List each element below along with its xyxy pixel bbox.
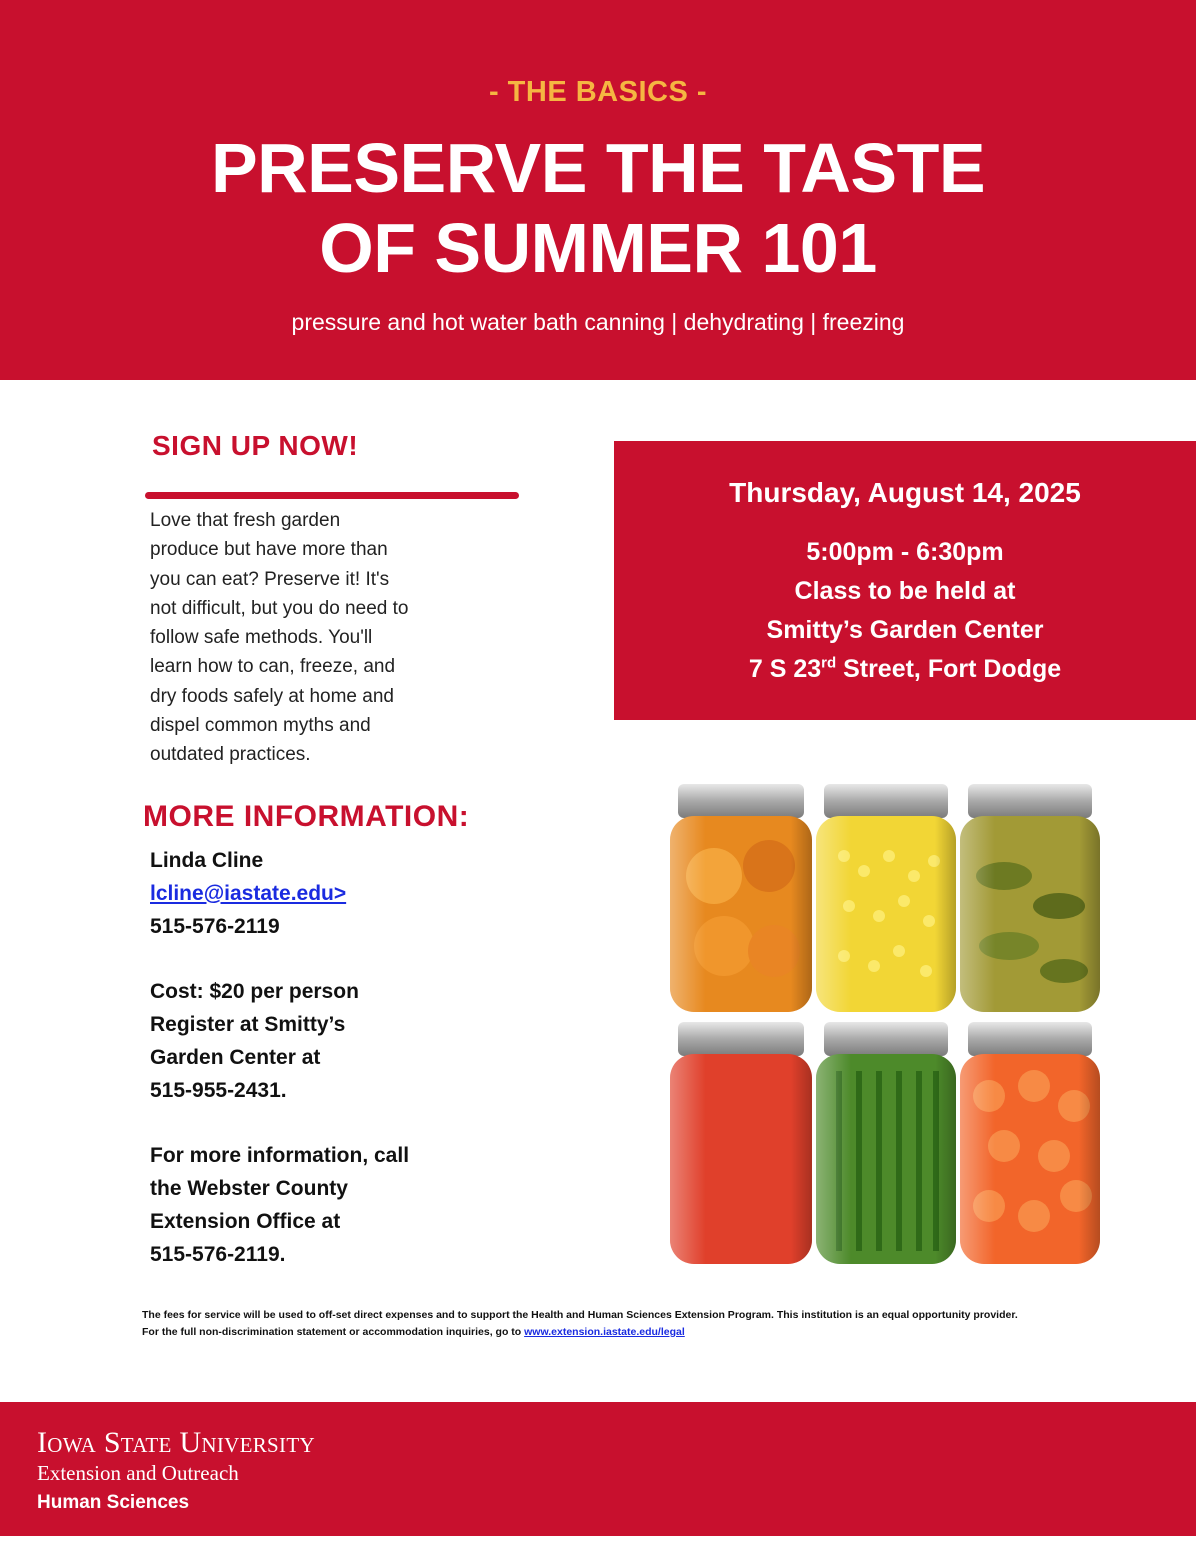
register-phone: 515-955-2431. [150, 1078, 287, 1102]
spacer [150, 943, 510, 976]
more-info-line: Extension Office at [150, 1209, 341, 1233]
address-ordinal: rd [821, 654, 837, 672]
event-details [614, 533, 1196, 689]
unit-name: Human Sciences [37, 1492, 190, 1513]
event-time: 5:00pm - 6:30pm [806, 538, 1004, 566]
title-line-2: OF SUMMER 101 [319, 209, 877, 287]
division-name: Extension and Outreach [37, 1461, 239, 1485]
more-info-line: the Webster County [150, 1176, 348, 1200]
event-location-intro: Class to be held at [794, 577, 1016, 605]
page-subtitle: pressure and hot water bath canning | dehydrating | freezing [291, 309, 905, 335]
fine-print [142, 1307, 1142, 1341]
contact-name: Linda Cline [150, 849, 264, 872]
cost-line: Cost: $20 per person [150, 980, 359, 1004]
signup-line: you can eat? Preserve it! It's [150, 568, 390, 590]
jar-carrots [960, 1022, 1100, 1264]
jar-green-beans [816, 1022, 956, 1264]
register-line: Register at Smitty’s [150, 1012, 346, 1036]
header-banner [0, 0, 1196, 380]
signup-line: learn how to can, freeze, and [150, 656, 396, 678]
more-info-heading: MORE INFORMATION: [143, 800, 470, 833]
jar-pickles [960, 784, 1100, 1012]
signup-line: produce but have more than [150, 539, 388, 561]
address-street: Street, Fort Dodge [836, 655, 1062, 683]
event-details-box [614, 441, 1196, 720]
footer-banner [0, 1402, 1196, 1536]
signup-description [150, 506, 450, 770]
event-address [614, 650, 1196, 689]
fine-print-line-1: The fees for service will be used to off-set direct expenses and to support the Health and Human Sciences Extension Program. This institution is an equal opportunity provider. [142, 1309, 1018, 1321]
register-line: Garden Center at [150, 1045, 321, 1069]
fine-print-line-2 [142, 1324, 1142, 1341]
more-info-block [150, 845, 510, 1271]
signup-line: outdated practices. [150, 744, 311, 766]
jar-tomatoes [670, 1022, 812, 1264]
canning-jars-image [664, 776, 1104, 1271]
fine-print-text: For the full non-discrimination statement or accommodation inquiries, go to [142, 1326, 525, 1338]
signup-line: follow safe methods. You'll [150, 627, 373, 649]
page-title [0, 128, 1196, 288]
contact-email-link[interactable]: lcline@iastate.edu> [150, 881, 347, 905]
address-number: 7 S 23 [748, 655, 822, 683]
university-wordmark: Iowa State University [37, 1426, 315, 1459]
kicker-text: - THE BASICS - [488, 76, 708, 108]
jar-peaches [670, 784, 812, 1012]
event-venue: Smitty’s Garden Center [766, 616, 1044, 644]
legal-link[interactable]: www.extension.iastate.edu/legal [524, 1326, 685, 1338]
signup-line: not difficult, but you do need to [150, 597, 409, 619]
signup-line: Love that fresh garden [150, 510, 341, 531]
extension-phone: 515-576-2119. [150, 1242, 286, 1266]
spacer [150, 1107, 510, 1140]
signup-line: dry foods safely at home and [150, 685, 394, 707]
contact-phone: 515-576-2119 [150, 914, 280, 938]
jar-corn [816, 784, 956, 1012]
signup-heading: SIGN UP NOW! [152, 430, 359, 461]
more-info-line: For more information, call [150, 1144, 410, 1168]
signup-line: dispel common myths and [150, 715, 371, 737]
event-date: Thursday, August 14, 2025 [729, 477, 1081, 508]
signup-divider [145, 492, 519, 499]
title-line-1: PRESERVE THE TASTE [210, 129, 986, 207]
